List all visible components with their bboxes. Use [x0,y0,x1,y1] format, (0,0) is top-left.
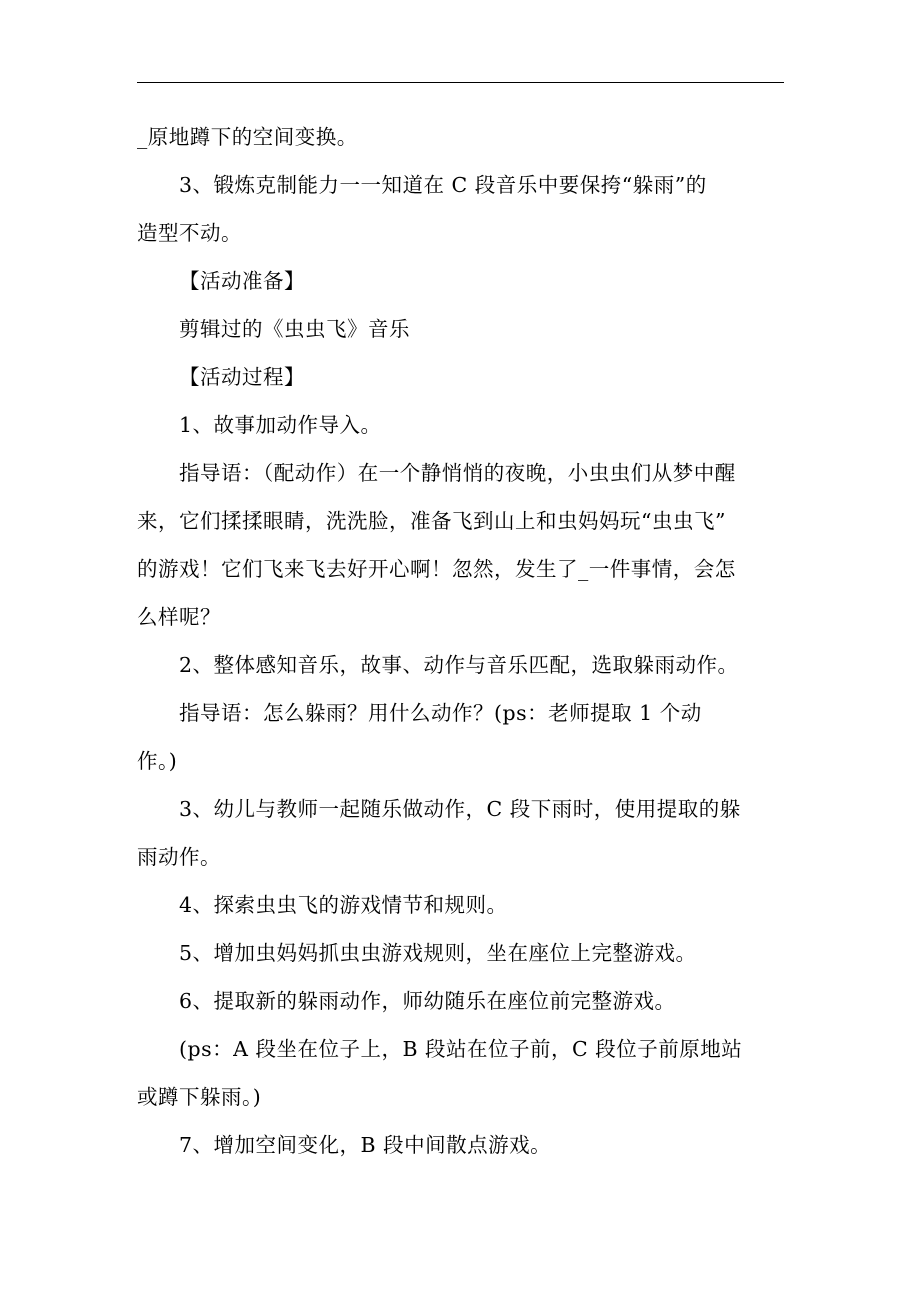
continuation-line: _原地蹲下的空间变换。 [137,125,358,149]
guide-1: 指导语：（配动作）在一个静悄悄的夜晚，小虫虫们从梦中醒 来，它们揉揉眼睛，洗洗脸，准备飞到山上和虫妈妈玩“虫虫飞” 的游戏！它们飞来飞去好开心啊！忽然，发生了_一件事情，会怎 么样呢？ [137,461,736,629]
step-2: 2、整体感知音乐，故事、动作与音乐匹配，选取躲雨动作。 [179,653,739,677]
guide-2: 指导语：怎么躲雨？用什么动作？(ps：老师提取 1 个动 作。) [137,701,702,773]
step-6: 6、提取新的躲雨动作，师幼随乐在座位前完整游戏。 [179,989,676,1013]
process-heading: 【活动过程】 [179,365,305,389]
step-7: 7、增加空间变化，B 段中间散点游戏。 [179,1133,552,1157]
step-4: 4、探索虫虫飞的游戏情节和规则。 [179,893,508,917]
objective-3: 3、锻炼克制能力一一知道在 C 段音乐中要保挎“躲雨”的 造型不动。 [137,173,707,245]
prep-heading: 【活动准备】 [179,269,305,293]
step-3: 3、幼儿与教师一起随乐做动作，C 段下雨时，使用提取的躲 雨动作。 [137,797,741,869]
header-rule [137,82,784,83]
step-5: 5、增加虫妈妈抓虫虫游戏规则，坐在座位上完整游戏。 [179,941,697,965]
note: (ps：A 段坐在位子上，B 段站在位子前，C 段位子前原地站 或蹲下躲雨。) [137,1037,743,1109]
document-body [137,113,767,1169]
step-1: 1、故事加动作导入。 [179,413,382,437]
prep-text: 剪辑过的《虫虫飞》音乐 [179,317,410,341]
